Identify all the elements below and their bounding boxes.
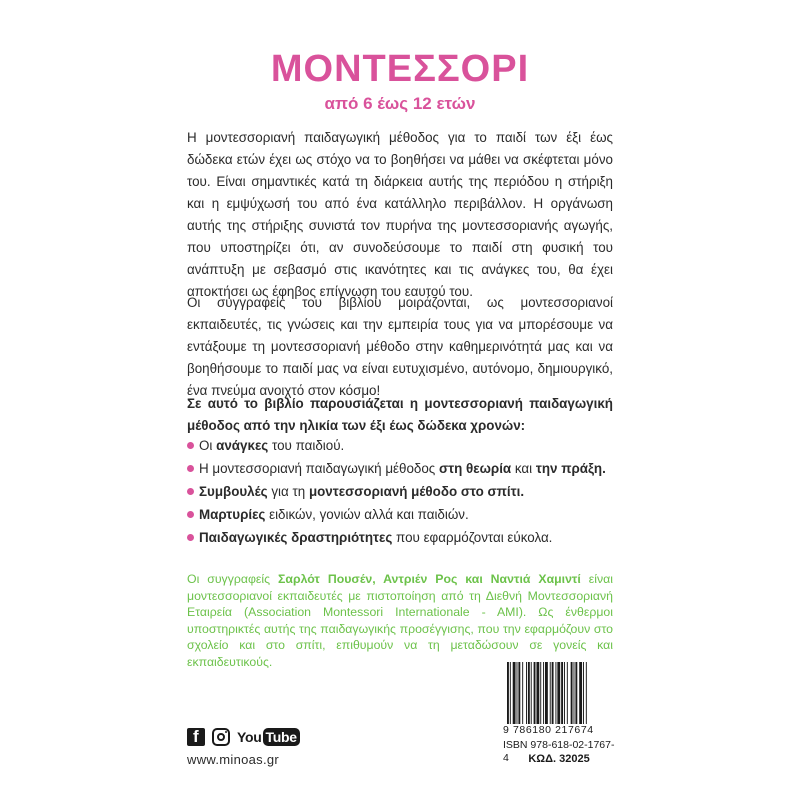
bullet-icon — [187, 465, 194, 472]
authors-bio: Οι συγγραφείς Σαρλότ Πουσέν, Αντριέν Ρος και Ναντιά Χαμιντί είναι μοντεσσοριανοί εκπαιδευτές με πιστοποίηση από τη Διεθνή Μοντεσσοριανή Εταιρεία (Association Montessori Internationale - AMI). Ως ένθερμοι υποστηρικτές αυτής της παιδαγωγικής προσέγγισης, που την εφαρμόζουν στο σχολείο και στο σπίτι, επιθυμούν να τη μεταδώσουν σε γονείς και εκπαιδευτικούς. — [187, 572, 613, 669]
contents-intro: Σε αυτό το βιβλίο παρουσιάζεται η μοντεσσοριανή παιδαγωγική μέθοδος από την ηλικία των έξι έως δώδεκα χρονών: — [187, 396, 613, 433]
facebook-icon[interactable] — [187, 728, 205, 746]
bullet-icon — [187, 488, 194, 495]
website-link[interactable]: www.minoas.gr — [187, 752, 280, 767]
book-subtitle: από 6 έως 12 ετών — [324, 94, 476, 113]
social-icons — [187, 726, 300, 748]
list-item: Μαρτυρίες ειδικών, γονιών αλλά και παιδιών. — [187, 503, 613, 526]
list-item: Παιδαγωγικές δραστηριότητες που εφαρμόζονται εύκολα. — [187, 526, 613, 549]
isbn: ISBN 978-618-02-1767-4 — [503, 739, 615, 764]
contents-list — [187, 434, 613, 549]
barcode-number: 9 786180 217674 — [503, 724, 594, 736]
bullet-icon — [187, 442, 194, 449]
description-paragraph-1: Η μοντεσσοριανή παιδαγωγική μέθοδος για το παιδί των έξι έως δώδεκα ετών έχει ως στόχο να το βοηθήσει να μάθει να σκέφτεται μόνο του. Είναι σημαντικές κατά τη διάρκεια αυτής της περιόδου η στήριξη και η εμψύχωσή του από ένα κατάλληλο περιβάλλον. Η οργάνωση αυτής της στήριξης συνιστά τον πυρήνα της μοντεσσοριανής αγωγής, που υποστηρίζει ότι, αν συνοδεύσουμε το παιδί στη φυσική του ανάπτυξη με σεβασμό στις ικανότητες και τις ανάγκες του, θα έχει αποκτήσει ως έφηβος επίγνωση του εαυτού του. — [187, 130, 613, 299]
description-paragraph-2: Οι συγγραφείς του βιβλίου μοιράζονται, ως μοντεσσοριανοί εκπαιδευτές, τις γνώσεις και την εμπειρία τους για να μπορέσουμε να εντάξουμε τη μοντεσσοριανή μέθοδο στην καθημερινότητά μας και να βοηθήσουμε το παιδί μας να είναι ευτυχισμένο, αυτόνομο, δημιουργικό, ένα πνεύμα ανοιχτό στον κόσμο! — [187, 295, 613, 398]
product-code: ΚΩΔ. 32025 — [528, 753, 590, 765]
list-item: Συμβουλές για τη μοντεσσοριανή μέθοδο στο σπίτι. — [187, 480, 613, 503]
bullet-icon — [187, 511, 194, 518]
instagram-icon[interactable] — [212, 728, 230, 746]
barcode-icon — [505, 662, 613, 724]
list-item: Η μοντεσσοριανή παιδαγωγική μέθοδος στη θεωρία και την πράξη. — [187, 457, 613, 480]
list-item: Οι ανάγκες του παιδιού. — [187, 434, 613, 457]
youtube-icon[interactable]: You Tube — [237, 728, 300, 746]
bullet-icon — [187, 534, 194, 541]
book-title: ΜΟΝΤΕΣΣΟΡΙ — [270, 48, 530, 90]
